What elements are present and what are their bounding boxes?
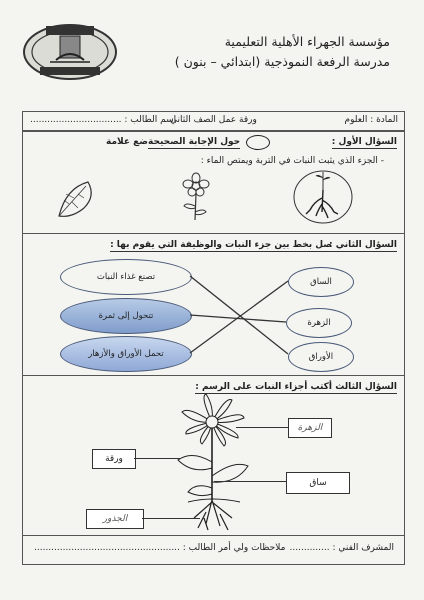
function-option[interactable]: تحمل الأوراق والأزهار <box>60 336 192 372</box>
leaf-label-box[interactable]: ورقة <box>92 449 136 469</box>
pointer-line <box>142 518 200 519</box>
roots-label-box[interactable]: الجذور <box>86 509 144 529</box>
q3-instruction: أكتب أجزاء النبات على الرسم : <box>195 382 332 392</box>
flower-label-box[interactable]: الزهرة <box>288 418 332 438</box>
institution-name: مؤسسة الجهراء الأهلية التعليمية <box>224 34 390 49</box>
q2-instruction: صل بخط بين جزء النبات والوظيفة التي يقوم بها : <box>110 240 332 250</box>
stem-label-box[interactable]: ساق <box>286 472 350 494</box>
q1-title: السؤال الأول : <box>331 137 397 147</box>
plant-part-option[interactable]: الساق <box>288 267 354 297</box>
q1-instruction-b: حول الإجابة الصحيحة <box>148 137 241 147</box>
q2-title: السؤال الثاني : <box>328 240 397 250</box>
parent-notes-field[interactable]: ملاحظات ولي أمر الطالب : ................................................... <box>34 543 286 553</box>
worksheet-title: ورقة عمل الصف الثاني <box>170 115 257 125</box>
pointer-line <box>134 458 180 459</box>
supervisor-field[interactable]: المشرف الفني : .............. <box>289 543 394 553</box>
function-option[interactable]: تتحول إلى ثمرة <box>60 298 192 334</box>
subject-label: المادة : العلوم <box>344 115 398 125</box>
function-option[interactable]: تصنع غذاء النبات <box>60 259 192 295</box>
plant-part-option[interactable]: الأوراق <box>288 342 354 372</box>
plant-part-option[interactable]: الزهرة <box>286 308 352 338</box>
q1-instruction-a: ضع علامة <box>106 137 148 147</box>
q1-prompt: - الجزء الذي يثبت النبات في التربة ويمتص الماء : <box>200 156 384 166</box>
school-name: مدرسة الرفعة النموذجية (ابتدائي – بنون ) <box>174 54 390 69</box>
plant-diagram <box>148 392 278 532</box>
pointer-line <box>236 427 288 428</box>
pointer-line <box>214 481 286 482</box>
q3-title: السؤال الثالث : <box>328 382 397 392</box>
student-name-field[interactable]: اسم الطالب : ................................ <box>30 115 177 125</box>
